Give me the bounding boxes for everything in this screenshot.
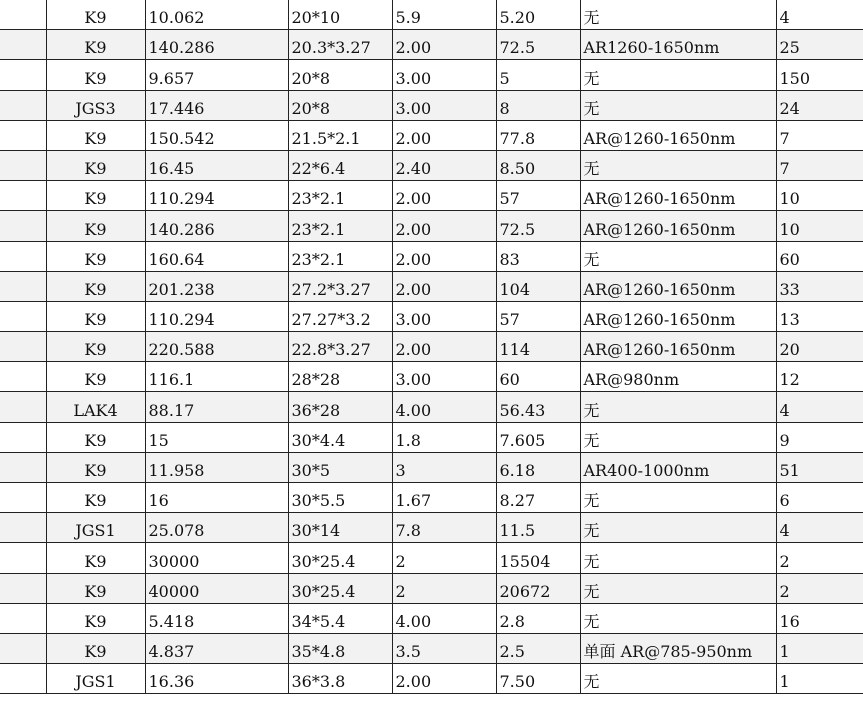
value-cell[interactable]: 56.43 <box>496 392 580 422</box>
material-cell[interactable]: K9 <box>46 332 145 362</box>
table-row <box>0 483 863 513</box>
quantity-cell[interactable]: 1 <box>776 633 863 663</box>
row-header-cell[interactable] <box>0 422 46 452</box>
row-header-cell[interactable] <box>0 362 46 392</box>
size-cell[interactable]: 35*4.8 <box>288 633 392 663</box>
row-header-cell[interactable] <box>0 211 46 241</box>
coating-cell[interactable]: 无 <box>580 241 776 271</box>
price-cell[interactable]: 11.958 <box>145 452 288 482</box>
table-row <box>0 301 863 331</box>
size-cell[interactable]: 30*5 <box>288 452 392 482</box>
value-cell[interactable]: 5 <box>496 60 580 90</box>
table-row <box>0 0 863 30</box>
quantity-cell[interactable]: 6 <box>776 483 863 513</box>
thickness-cell[interactable]: 3.00 <box>392 362 496 392</box>
quantity-cell[interactable]: 1 <box>776 664 863 694</box>
row-header-cell[interactable] <box>0 543 46 573</box>
row-header-cell[interactable] <box>0 30 46 60</box>
material-cell[interactable]: K9 <box>46 603 145 633</box>
table-row <box>0 90 863 120</box>
thickness-cell[interactable]: 2.00 <box>392 271 496 301</box>
thickness-cell[interactable]: 2.00 <box>392 120 496 150</box>
coating-cell[interactable]: 单面 AR@785-950nm <box>580 633 776 663</box>
price-cell[interactable]: 220.588 <box>145 332 288 362</box>
material-cell[interactable]: JGS1 <box>46 664 145 694</box>
row-header-cell[interactable] <box>0 0 46 30</box>
table-row <box>0 573 863 603</box>
quantity-cell[interactable]: 51 <box>776 452 863 482</box>
coating-cell[interactable]: AR400-1000nm <box>580 452 776 482</box>
coating-cell[interactable]: AR@1260-1650nm <box>580 120 776 150</box>
row-header-cell[interactable] <box>0 513 46 543</box>
row-header-cell[interactable] <box>0 664 46 694</box>
coating-cell[interactable]: 无 <box>580 392 776 422</box>
coating-cell[interactable]: 无 <box>580 150 776 180</box>
row-header-cell[interactable] <box>0 150 46 180</box>
thickness-cell[interactable]: 3.00 <box>392 60 496 90</box>
table-row <box>0 271 863 301</box>
value-cell[interactable]: 72.5 <box>496 211 580 241</box>
material-cell[interactable]: K9 <box>46 543 145 573</box>
size-cell[interactable]: 36*3.8 <box>288 664 392 694</box>
material-cell[interactable]: K9 <box>46 60 145 90</box>
quantity-cell[interactable]: 2 <box>776 543 863 573</box>
price-cell[interactable]: 30000 <box>145 543 288 573</box>
material-cell[interactable]: JGS3 <box>46 90 145 120</box>
material-cell[interactable]: K9 <box>46 181 145 211</box>
thickness-cell[interactable]: 5.9 <box>392 0 496 30</box>
coating-cell[interactable]: 无 <box>580 483 776 513</box>
price-cell[interactable]: 4.837 <box>145 633 288 663</box>
value-cell[interactable]: 60 <box>496 362 580 392</box>
table-row <box>0 181 863 211</box>
table-row <box>0 543 863 573</box>
value-cell[interactable]: 57 <box>496 181 580 211</box>
thickness-cell[interactable]: 2.00 <box>392 30 496 60</box>
size-cell[interactable]: 20*8 <box>288 60 392 90</box>
table-row <box>0 513 863 543</box>
table-row <box>0 332 863 362</box>
quantity-cell[interactable]: 25 <box>776 30 863 60</box>
row-header-cell[interactable] <box>0 603 46 633</box>
size-cell[interactable]: 30*25.4 <box>288 543 392 573</box>
coating-cell[interactable]: 无 <box>580 573 776 603</box>
row-header-cell[interactable] <box>0 241 46 271</box>
size-cell[interactable]: 23*2.1 <box>288 211 392 241</box>
size-cell[interactable]: 27.2*3.27 <box>288 271 392 301</box>
price-cell[interactable]: 15 <box>145 422 288 452</box>
value-cell[interactable]: 77.8 <box>496 120 580 150</box>
coating-cell[interactable]: AR1260-1650nm <box>580 30 776 60</box>
coating-cell[interactable]: 无 <box>580 90 776 120</box>
size-cell[interactable]: 22*6.4 <box>288 150 392 180</box>
thickness-cell[interactable]: 7.8 <box>392 513 496 543</box>
price-cell[interactable]: 10.062 <box>145 0 288 30</box>
coating-cell[interactable]: AR@1260-1650nm <box>580 301 776 331</box>
material-cell[interactable]: K9 <box>46 633 145 663</box>
price-cell[interactable]: 110.294 <box>145 181 288 211</box>
quantity-cell[interactable]: 7 <box>776 150 863 180</box>
table-row <box>0 120 863 150</box>
table-row <box>0 30 863 60</box>
thickness-cell[interactable]: 3.00 <box>392 90 496 120</box>
size-cell[interactable]: 30*4.4 <box>288 422 392 452</box>
size-cell[interactable]: 20.3*3.27 <box>288 30 392 60</box>
coating-cell[interactable]: 无 <box>580 513 776 543</box>
price-cell[interactable]: 16.36 <box>145 664 288 694</box>
coating-cell[interactable]: AR@1260-1650nm <box>580 332 776 362</box>
price-cell[interactable]: 25.078 <box>145 513 288 543</box>
row-header-cell[interactable] <box>0 60 46 90</box>
size-cell[interactable]: 20*8 <box>288 90 392 120</box>
quantity-cell[interactable]: 33 <box>776 271 863 301</box>
quantity-cell[interactable]: 9 <box>776 422 863 452</box>
size-cell[interactable]: 30*5.5 <box>288 483 392 513</box>
material-cell[interactable]: K9 <box>46 271 145 301</box>
size-cell[interactable]: 21.5*2.1 <box>288 120 392 150</box>
material-cell[interactable]: K9 <box>46 150 145 180</box>
price-cell[interactable]: 140.286 <box>145 30 288 60</box>
size-cell[interactable]: 28*28 <box>288 362 392 392</box>
value-cell[interactable]: 2.5 <box>496 633 580 663</box>
price-cell[interactable]: 40000 <box>145 573 288 603</box>
material-cell[interactable]: K9 <box>46 211 145 241</box>
row-header-cell[interactable] <box>0 90 46 120</box>
size-cell[interactable]: 23*2.1 <box>288 241 392 271</box>
value-cell[interactable]: 8 <box>496 90 580 120</box>
coating-cell[interactable]: 无 <box>580 422 776 452</box>
price-cell[interactable]: 201.238 <box>145 271 288 301</box>
thickness-cell[interactable]: 3 <box>392 452 496 482</box>
size-cell[interactable]: 27.27*3.2 <box>288 301 392 331</box>
quantity-cell[interactable]: 10 <box>776 181 863 211</box>
table-row <box>0 603 863 633</box>
thickness-cell[interactable]: 3.5 <box>392 633 496 663</box>
material-cell[interactable]: K9 <box>46 0 145 30</box>
table-row <box>0 150 863 180</box>
thickness-cell[interactable]: 2.00 <box>392 332 496 362</box>
value-cell[interactable]: 15504 <box>496 543 580 573</box>
thickness-cell[interactable]: 2.00 <box>392 241 496 271</box>
table-row <box>0 241 863 271</box>
price-cell[interactable]: 16.45 <box>145 150 288 180</box>
price-cell[interactable]: 150.542 <box>145 120 288 150</box>
row-header-cell[interactable] <box>0 483 46 513</box>
value-cell[interactable]: 20672 <box>496 573 580 603</box>
value-cell[interactable]: 7.605 <box>496 422 580 452</box>
value-cell[interactable]: 8.27 <box>496 483 580 513</box>
table-row <box>0 362 863 392</box>
size-cell[interactable]: 34*5.4 <box>288 603 392 633</box>
value-cell[interactable]: 7.50 <box>496 664 580 694</box>
row-header-cell[interactable] <box>0 301 46 331</box>
value-cell[interactable]: 57 <box>496 301 580 331</box>
value-cell[interactable]: 11.5 <box>496 513 580 543</box>
thickness-cell[interactable]: 2 <box>392 543 496 573</box>
table-row <box>0 422 863 452</box>
size-cell[interactable]: 20*10 <box>288 0 392 30</box>
value-cell[interactable]: 104 <box>496 271 580 301</box>
row-header-cell[interactable] <box>0 392 46 422</box>
row-header-cell[interactable] <box>0 181 46 211</box>
size-cell[interactable]: 30*25.4 <box>288 573 392 603</box>
table-row <box>0 664 863 694</box>
price-cell[interactable]: 160.64 <box>145 241 288 271</box>
table-row <box>0 60 863 90</box>
quantity-cell[interactable]: 7 <box>776 120 863 150</box>
price-cell[interactable]: 140.286 <box>145 211 288 241</box>
value-cell[interactable]: 72.5 <box>496 30 580 60</box>
quantity-cell[interactable]: 60 <box>776 241 863 271</box>
table-row <box>0 211 863 241</box>
value-cell[interactable]: 8.50 <box>496 150 580 180</box>
price-cell[interactable]: 17.446 <box>145 90 288 120</box>
quantity-cell[interactable]: 2 <box>776 573 863 603</box>
quantity-cell[interactable]: 20 <box>776 332 863 362</box>
quantity-cell[interactable]: 4 <box>776 0 863 30</box>
value-cell[interactable]: 2.8 <box>496 603 580 633</box>
coating-cell[interactable]: 无 <box>580 0 776 30</box>
size-cell[interactable]: 22.8*3.27 <box>288 332 392 362</box>
table-row <box>0 633 863 663</box>
price-cell[interactable]: 110.294 <box>145 301 288 331</box>
coating-cell[interactable]: 无 <box>580 60 776 90</box>
coating-cell[interactable]: AR@1260-1650nm <box>580 211 776 241</box>
thickness-cell[interactable]: 2.00 <box>392 211 496 241</box>
material-cell[interactable]: K9 <box>46 573 145 603</box>
thickness-cell[interactable]: 2 <box>392 573 496 603</box>
quantity-cell[interactable]: 16 <box>776 603 863 633</box>
coating-cell[interactable]: 无 <box>580 543 776 573</box>
material-cell[interactable]: JGS1 <box>46 513 145 543</box>
coating-cell[interactable]: AR@980nm <box>580 362 776 392</box>
table-row <box>0 392 863 422</box>
row-header-cell[interactable] <box>0 573 46 603</box>
quantity-cell[interactable]: 12 <box>776 362 863 392</box>
material-cell[interactable]: K9 <box>46 301 145 331</box>
row-header-cell[interactable] <box>0 271 46 301</box>
quantity-cell[interactable]: 150 <box>776 60 863 90</box>
material-cell[interactable]: LAK4 <box>46 392 145 422</box>
coating-cell[interactable]: 无 <box>580 603 776 633</box>
value-cell[interactable]: 6.18 <box>496 452 580 482</box>
quantity-cell[interactable]: 4 <box>776 513 863 543</box>
row-header-cell[interactable] <box>0 452 46 482</box>
size-cell[interactable]: 23*2.1 <box>288 181 392 211</box>
material-cell[interactable]: K9 <box>46 120 145 150</box>
thickness-cell[interactable]: 4.00 <box>392 392 496 422</box>
value-cell[interactable]: 5.20 <box>496 0 580 30</box>
thickness-cell[interactable]: 2.00 <box>392 664 496 694</box>
price-cell[interactable]: 9.657 <box>145 60 288 90</box>
thickness-cell[interactable]: 1.8 <box>392 422 496 452</box>
coating-cell[interactable]: AR@1260-1650nm <box>580 181 776 211</box>
material-cell[interactable]: K9 <box>46 452 145 482</box>
size-cell[interactable]: 36*28 <box>288 392 392 422</box>
size-cell[interactable]: 30*14 <box>288 513 392 543</box>
table-row <box>0 452 863 482</box>
thickness-cell[interactable]: 2.40 <box>392 150 496 180</box>
material-cell[interactable]: K9 <box>46 30 145 60</box>
material-cell[interactable]: K9 <box>46 241 145 271</box>
material-cell[interactable]: K9 <box>46 362 145 392</box>
price-cell[interactable]: 116.1 <box>145 362 288 392</box>
value-cell[interactable]: 83 <box>496 241 580 271</box>
thickness-cell[interactable]: 2.00 <box>392 181 496 211</box>
material-cell[interactable]: K9 <box>46 483 145 513</box>
price-cell[interactable]: 88.17 <box>145 392 288 422</box>
coating-cell[interactable]: 无 <box>580 664 776 694</box>
quantity-cell[interactable]: 10 <box>776 211 863 241</box>
quantity-cell[interactable]: 4 <box>776 392 863 422</box>
quantity-cell[interactable]: 24 <box>776 90 863 120</box>
price-cell[interactable]: 5.418 <box>145 603 288 633</box>
price-cell[interactable]: 16 <box>145 483 288 513</box>
quantity-cell[interactable]: 13 <box>776 301 863 331</box>
material-cell[interactable]: K9 <box>46 422 145 452</box>
row-header-cell[interactable] <box>0 120 46 150</box>
row-header-cell[interactable] <box>0 633 46 663</box>
thickness-cell[interactable]: 4.00 <box>392 603 496 633</box>
thickness-cell[interactable]: 1.67 <box>392 483 496 513</box>
coating-cell[interactable]: AR@1260-1650nm <box>580 271 776 301</box>
thickness-cell[interactable]: 3.00 <box>392 301 496 331</box>
value-cell[interactable]: 114 <box>496 332 580 362</box>
row-header-cell[interactable] <box>0 332 46 362</box>
